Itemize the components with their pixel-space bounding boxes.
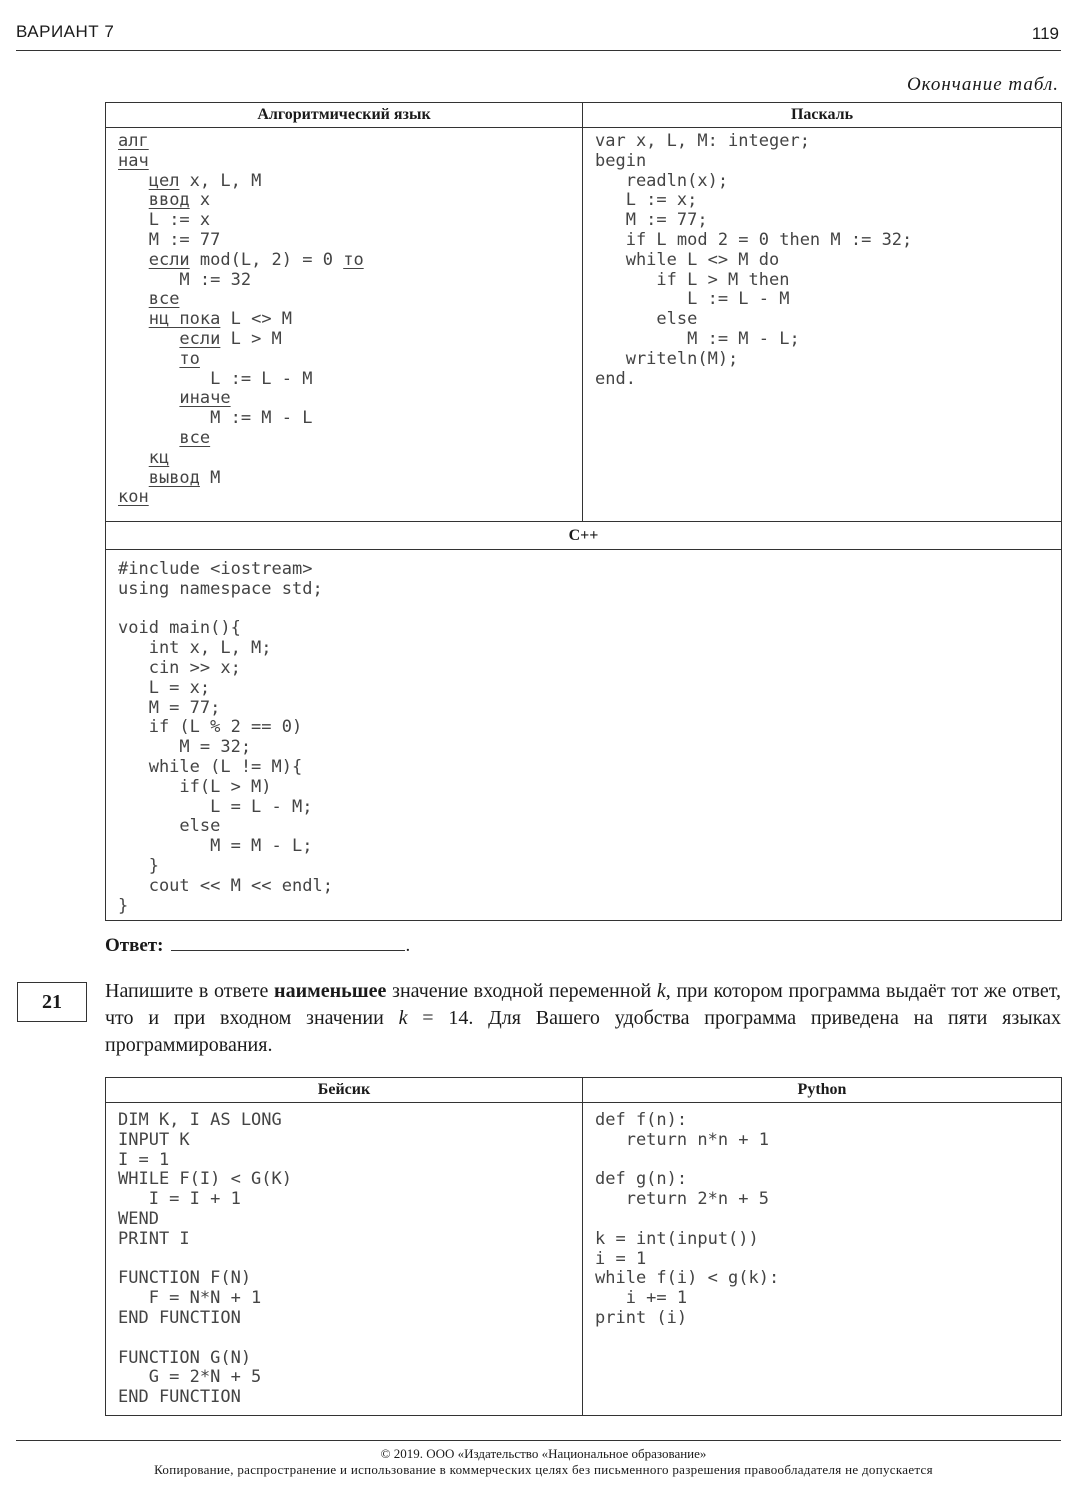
alg-line: нц пока L <> M (148, 309, 293, 330)
alg-keyword: кц (148, 447, 170, 468)
answer-end: . (405, 935, 411, 956)
alg-line: M := 32 (179, 269, 252, 290)
alg-keyword: иначе (179, 388, 231, 409)
alg-line (118, 388, 231, 408)
alg-line (118, 131, 149, 151)
alg-keyword: если (148, 249, 190, 270)
answer-label: Ответ: (105, 935, 164, 956)
copy-notice: Копирование, распространение и использование в коммерческих целях без письменного разрешения правообладателя не допускается (154, 1462, 933, 1477)
cpp-cell (106, 550, 1062, 921)
alg-keyword: вывод (148, 467, 200, 488)
header-python: Python (583, 1078, 1062, 1103)
alg-line: если mod(L, 2) = 0 то (148, 249, 364, 270)
python-cell (583, 1103, 1062, 1416)
header-cpp: C++ (106, 522, 1062, 550)
header-pascal: Паскаль (583, 103, 1062, 128)
alg-code (106, 128, 582, 512)
alg-line: L := x (148, 210, 211, 231)
q-var: k (656, 980, 666, 1002)
alg-keyword: то (343, 249, 364, 270)
alg-line (118, 448, 169, 468)
alg-line: цел x, L, M (148, 170, 262, 191)
alg-line: M := 77 (148, 229, 221, 250)
alg-keyword: все (148, 289, 180, 310)
alg-keyword: ввод (148, 190, 190, 211)
alg-keyword: алг (118, 131, 149, 151)
header-divider (16, 50, 1061, 51)
alg-keyword: нач (118, 150, 149, 171)
table-continuation-label: Окончание табл. (906, 74, 1059, 95)
alg-line (118, 289, 179, 309)
question-number: 21 (17, 982, 87, 1022)
alg-line: L := L - M (210, 368, 313, 389)
alg-line: M := M - L (210, 408, 313, 429)
answer-row (105, 934, 410, 957)
alg-keyword: если (179, 328, 221, 349)
alg-cell (106, 128, 583, 522)
q-var: k (398, 1007, 408, 1029)
answer-line[interactable] (171, 934, 405, 951)
alg-keyword: нц пока (148, 309, 221, 330)
alg-keyword: все (179, 427, 211, 448)
footer-divider (16, 1440, 1061, 1441)
alg-keyword: кон (118, 487, 149, 508)
question-text (105, 978, 1061, 1059)
python-code: def f(n): return n*n + 1 def g(n): return 2*n + 5 k = int(input()) i = 1 while f(i) < g(k): i += 1 print (i) (595, 1110, 780, 1328)
basic-cell (106, 1103, 583, 1416)
code-table-2 (105, 1077, 1062, 1416)
variant-label: ВАРИАНТ 7 (16, 22, 115, 41)
alg-line (118, 151, 149, 171)
copyright: © 2019. ООО «Издательство «Национальное образование» (380, 1446, 707, 1461)
code-table-1 (105, 102, 1062, 921)
basic-code: DIM K, I AS LONG INPUT K I = 1 WHILE F(I) < G(K) I = I + 1 WEND PRINT I FUNCTION F(N) F = N*N + 1 END FUNCTION FUNCTION G(N) G = 2*N + 5 END FUNCTION (118, 1110, 292, 1408)
q-text-part: = 14. Для Вашего удобства программа приведена на пяти языках программирования. (105, 1007, 1061, 1056)
cpp-code: #include <iostream> using namespace std; void main(){ int x, L, M; cin >> x; L = x; M = 77; if (L % 2 == 0) M = 32; while (L != M){ if(L > M) L = L - M; else M = M - L; } cout << M << endl; } (118, 559, 333, 916)
header-algorithmic: Алгоритмический язык (106, 103, 583, 128)
alg-keyword: то (179, 348, 200, 369)
q-text-part: , при котором программа выдаёт тот же ответ, что и при входном значении (105, 980, 1061, 1029)
header-basic: Бейсик (106, 1078, 583, 1103)
q-text-part: Напишите в ответе (105, 980, 275, 1002)
alg-line: если L > M (179, 328, 282, 349)
alg-line: вывод M (148, 467, 221, 488)
alg-line (118, 428, 210, 448)
page-number: 119 (1031, 24, 1059, 43)
alg-keyword: цел (148, 170, 180, 191)
alg-line: ввод x (148, 190, 211, 211)
alg-line (118, 487, 149, 507)
alg-line (118, 349, 200, 369)
pascal-code: var x, L, M: integer; begin readln(x); L := x; M := 77; if L mod 2 = 0 then M := 32; while L <> M do if L > M then L := L - M else M := M - L; writeln(M); end. (595, 131, 913, 389)
q-bold: наименьшее (274, 980, 387, 1002)
pascal-cell (583, 128, 1062, 522)
q-text-part: значение входной переменной (386, 980, 657, 1002)
